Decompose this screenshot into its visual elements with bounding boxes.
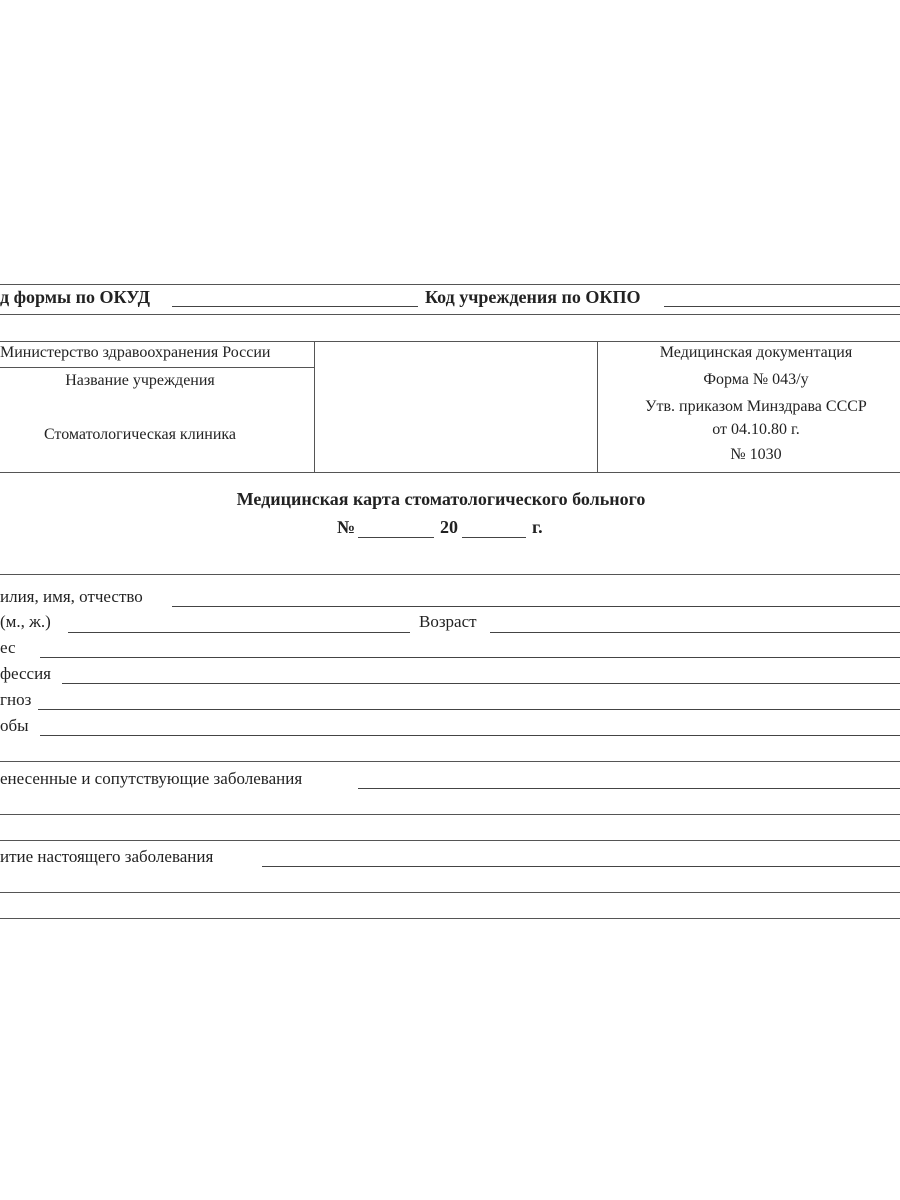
stamp-top-border (0, 341, 900, 342)
card-year-prefix: 20 (440, 517, 458, 537)
card-number-blank (358, 537, 434, 538)
form-info-line-2: Форма № 043/у (703, 371, 809, 388)
institution-label: Название учреждения (65, 372, 215, 389)
card-number-prefix: № (337, 517, 356, 537)
past-diseases-extra-line-2 (0, 840, 900, 841)
ministry-name: Министерство здравоохранения России (0, 344, 271, 361)
okud-blank (172, 306, 418, 307)
diagnosis-label: гноз (0, 690, 32, 709)
past-diseases-label: енесенные и сопутствующие заболевания (0, 769, 303, 788)
present-disease-extra-line-1 (0, 892, 900, 893)
present-disease-extra-line-2 (0, 918, 900, 919)
card-title: Медицинская карта стоматологического больного (236, 489, 646, 509)
okpo-blank (664, 306, 900, 307)
okud-label: д формы по ОКУД (0, 287, 150, 307)
header-divider (0, 314, 900, 315)
present-disease-field[interactable] (262, 866, 900, 867)
top-border (0, 284, 900, 285)
full-name-field[interactable] (172, 606, 900, 607)
past-diseases-extra-line-1 (0, 814, 900, 815)
form-info-line-5: № 1030 (730, 446, 782, 463)
stamp-divider-1 (314, 341, 315, 472)
address-field[interactable] (40, 657, 900, 658)
ministry-underline (0, 367, 314, 368)
institution-name: Стоматологическая клиника (43, 426, 237, 443)
form-info-line-4: от 04.10.80 г. (712, 421, 800, 438)
complaints-label: обы (0, 716, 29, 735)
complaints-extra-line (0, 761, 900, 762)
profession-label: фессия (0, 664, 51, 683)
card-year-suffix: г. (532, 517, 543, 537)
profession-field[interactable] (62, 683, 900, 684)
fields-top-line (0, 574, 900, 575)
okpo-label: Код учреждения по ОКПО (425, 287, 641, 307)
card-year-blank (462, 537, 526, 538)
sex-label: (м., ж.) (0, 612, 51, 631)
address-label: ес (0, 638, 16, 657)
stamp-bottom-border (0, 472, 900, 473)
stamp-divider-2 (597, 341, 598, 472)
age-field[interactable] (490, 632, 900, 633)
present-disease-label: итие настоящего заболевания (0, 847, 214, 866)
sex-field[interactable] (68, 632, 410, 633)
complaints-field[interactable] (40, 735, 900, 736)
form-info-line-1: Медицинская документация (659, 344, 853, 361)
form-info-line-3: Утв. приказом Минздрава СССР (645, 398, 867, 415)
full-name-label: илия, имя, отчество (0, 587, 143, 606)
age-label: Возраст (419, 612, 477, 631)
past-diseases-field[interactable] (358, 788, 900, 789)
diagnosis-field[interactable] (38, 709, 900, 710)
